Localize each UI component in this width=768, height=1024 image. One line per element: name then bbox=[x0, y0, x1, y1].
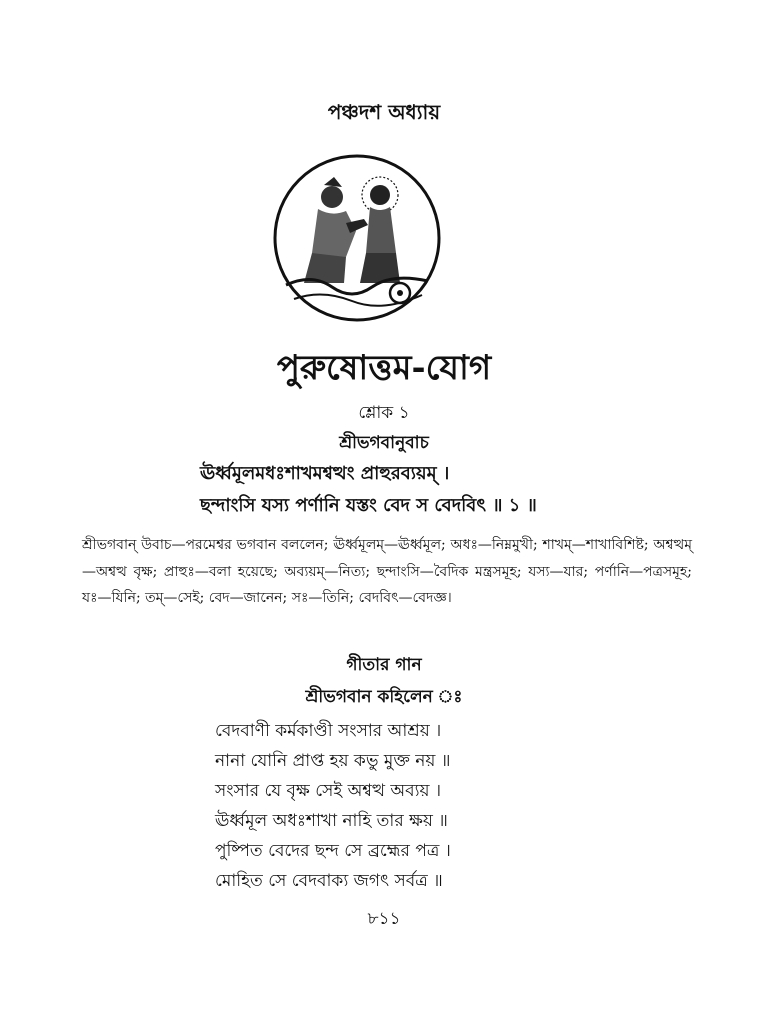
song-line: মোহিত সে বেদবাক্য জগৎ সর্বত্র ॥ bbox=[215, 871, 443, 891]
verse-line: ছন্দাংসি যস্য পর্ণানি যস্তং বেদ স বেদবিৎ ॥ ১ ॥ bbox=[200, 495, 537, 516]
page-title: পুরুষোত্তম-যোগ bbox=[276, 348, 492, 388]
verse-line: ঊর্ধ্বমূলমধঃশাখমশ্বত্থং প্রাহুরব্যয়ম্ । bbox=[200, 463, 450, 484]
word-meanings: শ্রীভগবান্ উবাচ—পরমেশ্বর ভগবান বললেন; ঊর্ধ্বমূলম্—ঊর্ধ্বমূল; অধঃ—নিম্নমুখী; শাখম্—শাখাবিশিষ্ট; অশ্বত্থম্—অশ্বত্থ বৃক্ষ; প্রাহুঃ—বলা হয়েছে; অব্যয়ম্—নিত্য; ছন্দাংসি—বৈদিক মন্ত্রসমূহ; যস্য—যার; পর্ণানি—পত্রসমূহ; যঃ—যিনি; তম্—সেই; বেদ—জানেন; সঃ—তিনি; বেদবিৎ—বেদজ্ঞ। bbox=[82, 537, 692, 606]
krishna-arjuna-chariot-emblem-icon bbox=[272, 153, 442, 323]
song-line: সংসার যে বৃক্ষ সেই অশ্বত্থ অব্যয় । bbox=[215, 781, 442, 801]
shloka-label: শ্লোক ১ bbox=[358, 403, 410, 423]
song-verse bbox=[215, 716, 451, 896]
song-line: ঊর্ধ্বমূল অধঃশাখা নাহি তার ক্ষয় ॥ bbox=[215, 811, 448, 831]
song-line: পুষ্পিত বেদের ছন্দ সে ব্রহ্মের পত্র । bbox=[215, 841, 451, 861]
chapter-heading: পঞ্চদশ অধ্যায় bbox=[327, 100, 441, 124]
song-speaker: শ্রীভগবান কহিলেন ঃ bbox=[305, 687, 463, 707]
page-number: ৮১১ bbox=[367, 909, 401, 929]
song-line: বেদবাণী কর্মকাণ্ডী সংসার আশ্রয় । bbox=[215, 721, 442, 741]
song-line: নানা যোনি প্রাপ্ত হয় কভু মুক্ত নয় ॥ bbox=[215, 751, 451, 771]
verse-speaker: শ্রীভগবানুবাচ bbox=[339, 433, 429, 453]
song-title: গীতার গান bbox=[346, 655, 422, 675]
